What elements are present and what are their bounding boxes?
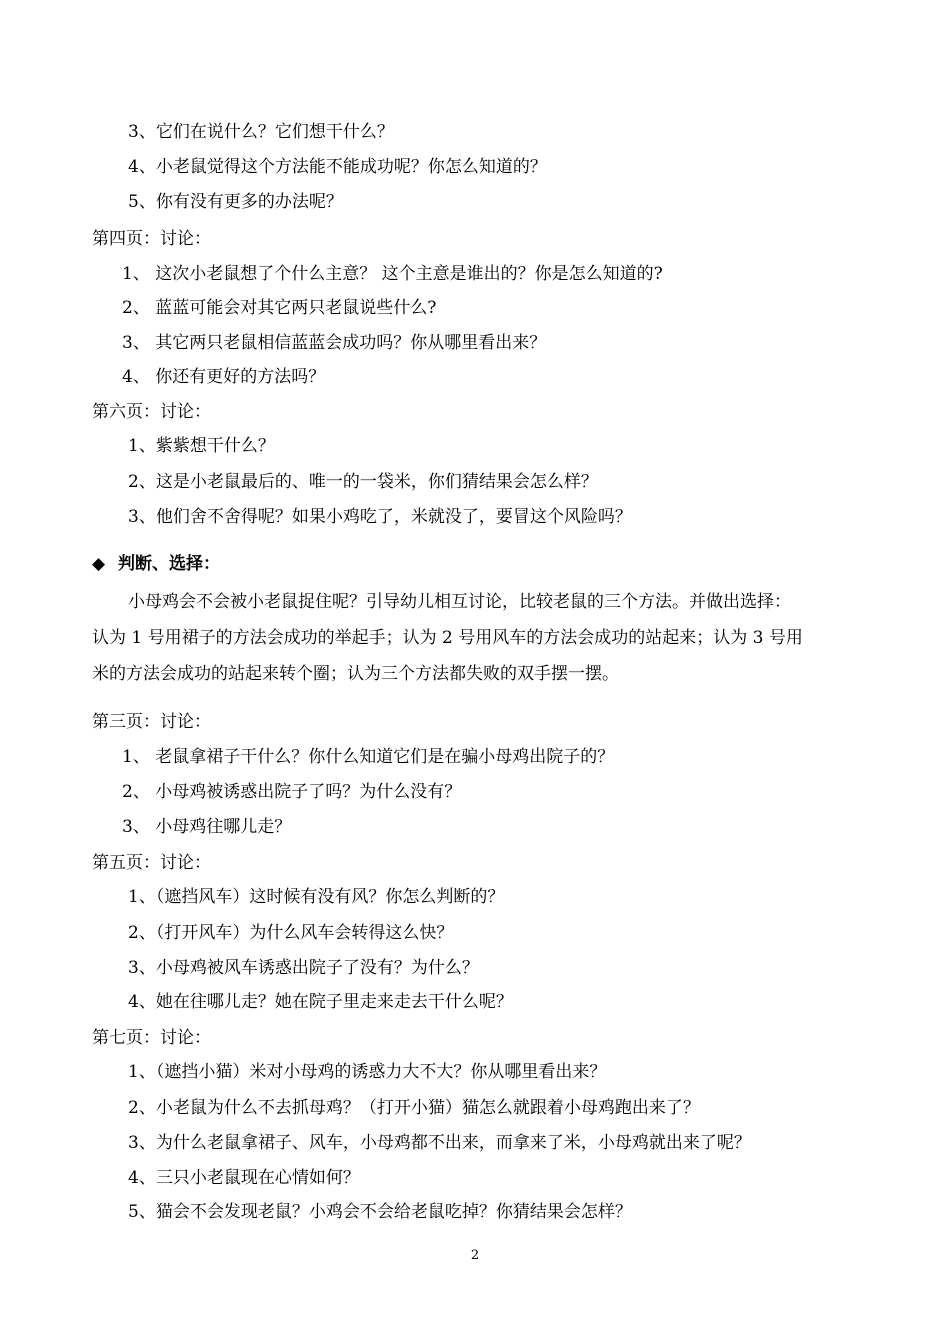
- list-item: 3、小母鸡被风车诱惑出院子了没有？为什么？: [128, 958, 479, 978]
- list-item: 1、（遮挡小猫）米对小母鸡的诱惑力大不大？你从哪里看出来？: [128, 1062, 607, 1082]
- list-item: 1、（遮挡风车）这时候有没有风？你怎么判断的？: [128, 887, 505, 907]
- section-heading-page4: 第四页：讨论：: [92, 229, 211, 249]
- section-title-judge: [92, 553, 220, 575]
- list-item: 5、猫会不会发现老鼠？小鸡会不会给老鼠吃掉？你猜结果会怎样？: [128, 1202, 632, 1222]
- list-item: 3、为什么老鼠拿裙子、风车，小母鸡都不出来，而拿来了米，小母鸡就出来了呢？: [128, 1133, 751, 1153]
- judge-title: 判断、选择：: [118, 554, 220, 574]
- list-item: 2、这是小老鼠最后的、唯一的一袋米，你们猜结果会怎么样？: [128, 472, 598, 492]
- page-number: 2: [470, 1248, 480, 1263]
- diamond-bullet-icon: ◆: [92, 554, 106, 574]
- list-item: 1、 老鼠拿裙子干什么？你什么知道它们是在骗小母鸡出院子的？: [122, 747, 615, 767]
- list-item: 1、 这次小老鼠想了个什么主意？ 这个主意是谁出的？你是怎么知道的?: [122, 264, 663, 284]
- list-item: 3、它们在说什么？它们想干什么？: [128, 122, 394, 142]
- list-item: 2、小老鼠为什么不去抓母鸡？（打开小猫）猫怎么就跟着小母鸡跑出来了？: [128, 1098, 700, 1118]
- list-item: 3、 小母鸡往哪儿走？: [122, 817, 292, 837]
- list-item: 4、 你还有更好的方法吗？: [122, 367, 326, 387]
- paragraph-line: 米的方法会成功的站起来转个圈；认为三个方法都失败的双手摆一摆。: [92, 664, 619, 684]
- list-item: 4、她在往哪儿走？她在院子里走来走去干什么呢？: [128, 992, 513, 1012]
- list-item: 5、你有没有更多的办法呢？: [128, 192, 343, 212]
- list-item: 4、三只小老鼠现在心情如何？: [128, 1168, 360, 1188]
- section-heading-page6: 第六页：讨论：: [92, 402, 211, 422]
- section-heading-page5: 第五页：讨论：: [92, 853, 211, 873]
- paragraph-line: 小母鸡会不会被小老鼠捉住呢？引导幼儿相互讨论，比较老鼠的三个方法。并做出选择：: [128, 592, 791, 612]
- list-item: 3、 其它两只老鼠相信蓝蓝会成功吗？你从哪里看出来？: [122, 333, 547, 353]
- paragraph-line: 认为 1 号用裙子的方法会成功的举起手；认为 2 号用风车的方法会成功的站起来；认为 3 号用: [92, 628, 803, 648]
- list-item: 4、小老鼠觉得这个方法能不能成功呢？你怎么知道的？: [128, 157, 547, 177]
- list-item: 1、紫紫想干什么？: [128, 436, 275, 456]
- list-item: 2、 蓝蓝可能会对其它两只老鼠说些什么?: [122, 298, 437, 318]
- list-item: 2、（打开风车）为什么风车会转得这么快？: [128, 923, 454, 943]
- section-heading-page3: 第三页：讨论：: [92, 712, 211, 732]
- list-item: 3、他们舍不舍得呢？如果小鸡吃了，米就没了，要冒这个风险吗？: [128, 507, 632, 527]
- section-heading-page7: 第七页：讨论：: [92, 1028, 211, 1048]
- list-item: 2、 小母鸡被诱惑出院子了吗？为什么没有？: [122, 782, 462, 802]
